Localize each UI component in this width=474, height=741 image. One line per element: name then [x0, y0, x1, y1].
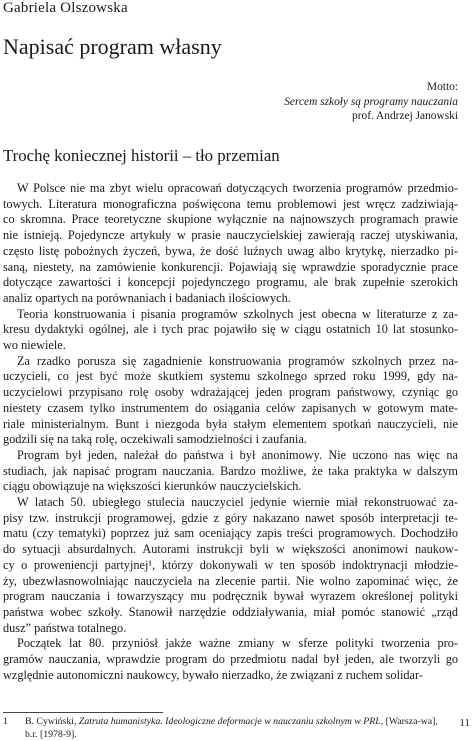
section-heading: Trochę koniecznej historii – tło przemian [3, 146, 280, 165]
text-line: Program był jeden, należał do państwa i był anonimowy. Nie uczono nas więc na [17, 447, 458, 462]
text-line: często listę pobożnych życzeń, bywa, że dość luźnych uwag albo krytykę, nierzadko pi- [3, 243, 458, 258]
text-line: Za rzadko porusza się zagadnienie konstruowania programów szkolnych przez na- [17, 353, 458, 368]
motto-attribution: prof. Andrzej Janowski [352, 110, 458, 123]
text-line: W latach 50. ubiegłego stulecia nauczyciel jedynie wiernie miał rekonstruować za- [17, 495, 458, 510]
text-line: saną, niestety, na zamówienie konkurencji. Pojawiają się wprawdzie sporadycznie prace [3, 259, 458, 274]
text-line: nie istnieją. Pojedyncze artykuły w prasie nauczycielskiej zawierają raczej utyskiwania, [3, 228, 458, 243]
paragraph [3, 495, 458, 636]
page-number: 11 [459, 717, 470, 729]
text-line: względnie autonomiczni naukowcy, bywało nierzadko, że związani z ruchem solidar- [3, 667, 423, 682]
text-line: uczycieli, co jest być może skutkiem systemu szkolnego sprzed roku 1999, gdy na- [3, 369, 458, 384]
footnote-number: 1 [3, 716, 8, 727]
text-line: Teoria konstruowania i pisania programów szkolnych jest obecna w literaturze z za- [17, 306, 458, 321]
paragraph [3, 307, 458, 354]
author-name: Gabriela Olszowska [3, 0, 128, 16]
footnote-text [25, 716, 445, 741]
text-line: towych. Literatura monograficzna poświęcona temu problemowi jest wręcz zadziwiają- [3, 196, 458, 211]
text-line: niestety czasem tylko instrumentem do osiągania celów zapisanych w gotowym mate- [3, 400, 458, 415]
text-line: studiach, jak napisać program nauczania. Bardzo możliwe, że taka praktyka w dalszym [3, 463, 458, 478]
footnote-rest: , [Warsza-wa], b.r. [1978-9]. [25, 716, 438, 740]
text-line: dusz” państwa totalnego. [3, 620, 127, 635]
paragraph [3, 354, 458, 448]
motto-quote: Sercem szkoły są programy nauczania [284, 95, 458, 108]
text-line: gramów nauczania, wprawdzie program do przedmiotu nadal był jeden, ale tworzyli go [3, 652, 458, 667]
text-line: matu (czy tematyki) poprzez już sam oceniający zapis treści programowych. Dochodziło [3, 526, 458, 541]
text-line: wo niewiele. [3, 338, 66, 353]
text-line: do sytuacji absurdalnych. Autorami instrukcji byli w większości anonimowi naukow- [3, 542, 458, 557]
text-line: program nauczania i towarzyszący mu podręcznik bywał wyrazem określonej polityki [3, 589, 458, 604]
text-line: W Polsce nie ma zbyt wielu opracowań dotyczących tworzenia programów przedmio- [17, 181, 458, 195]
text-line: riale ministerialnym. Bunt i niezgoda była stałym elementem spotkań nauczycieli, nie [3, 416, 458, 431]
text-line: ży, ubezwłasnowolniając nauczyciela na zlecenie partii. Nie wolno zapominać więc, że [3, 573, 458, 588]
text-line: dotyczące zawartości i koncepcji pojedynczego programu, ale brak zupełnie szerokich [3, 275, 458, 290]
footnote-author: B. Cywiński, [25, 716, 79, 727]
paragraph [3, 181, 458, 307]
text-line: uczycielowi przypisano rolę osoby wdrażającej jeden program państwowy, czyniąc go [3, 385, 458, 400]
text-line: co skromna. Prace teoretyczne skupione wyłącznie na najnowszych programach prawie [3, 212, 458, 227]
chapter-title: Napisać program własny [3, 34, 222, 59]
paragraph [3, 448, 458, 495]
body-text [3, 181, 458, 684]
motto-label: Motto: [426, 81, 458, 93]
text-line: cy o proweniencji partyjnej¹, którzy dokonywali w ten sposób indoktrynacji młodzie- [3, 557, 458, 572]
text-line: ciągu obowiązuje na większości kierunków nauczycielskich. [3, 479, 302, 494]
text-line: kresu dydaktyki ogólnej, ale i tych prac pojawiło się w ciągu ostatnich 10 lat stosunko- [3, 322, 458, 337]
footnote-title: Zatruta humanistyka. Ideologiczne deformacje w nauczaniu szkolnym w PRL [78, 716, 381, 727]
paragraph [3, 636, 458, 683]
footnote-rule [3, 712, 163, 713]
text-line: pisy tzw. instrukcji programowej, gdzie z góry nakazano nawet sposób interpretacji te- [3, 510, 458, 525]
text-line: Początek lat 80. przyniósł jakże ważne zmiany w sferze polityki tworzenia pro- [17, 636, 458, 651]
text-line: analiz opartych na porównaniach i badaniach ilościowych. [3, 290, 291, 305]
motto-block [284, 80, 458, 124]
text-line: państwa wobec szkoły. Stanowił narzędzie oddziaływania, miał pomóc stanowić „rząd [3, 604, 458, 619]
text-line: godzili się na taką rolę, oczekiwali samodzielności i zaufania. [3, 432, 307, 447]
